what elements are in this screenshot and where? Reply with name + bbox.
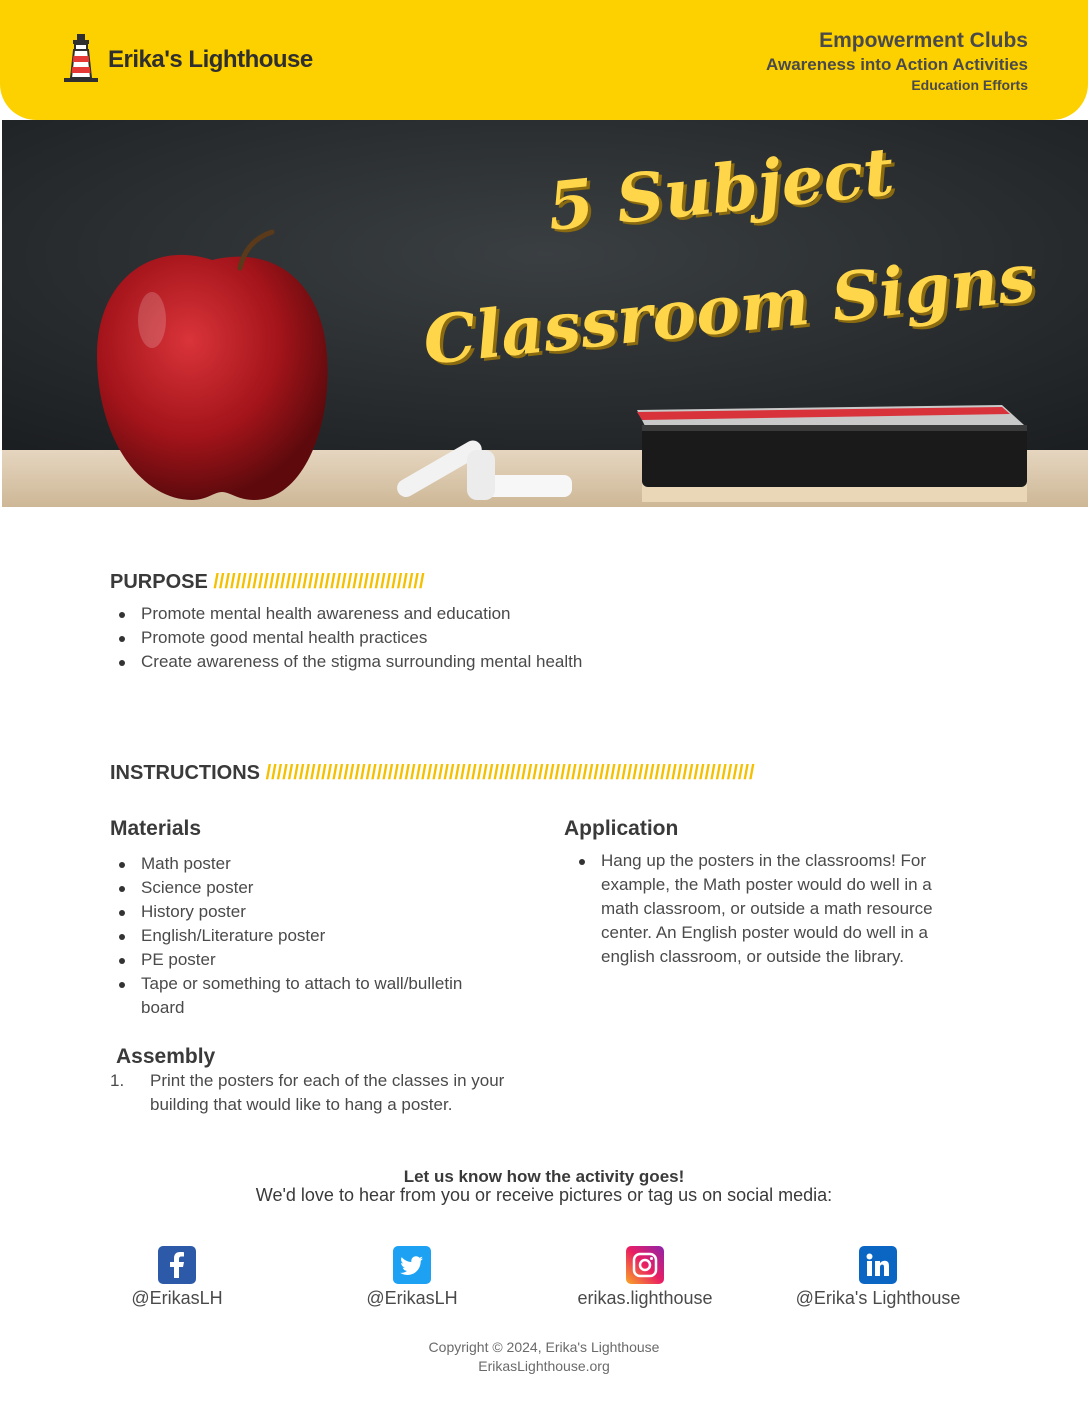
list-item: Promote mental health awareness and education xyxy=(110,602,710,626)
materials-list xyxy=(110,852,510,1020)
purpose-heading xyxy=(110,571,425,594)
eraser-icon xyxy=(637,405,1027,502)
instagram-handle[interactable]: erikas.lighthouse xyxy=(577,1288,713,1308)
application-heading: Application xyxy=(564,817,679,840)
linkedin-icon[interactable] xyxy=(859,1246,897,1284)
list-item: Math poster xyxy=(110,852,510,876)
purpose-title: PURPOSE xyxy=(110,571,208,593)
program-category: Education Efforts xyxy=(911,77,1028,93)
assembly-heading: Assembly xyxy=(116,1045,216,1068)
hero-image xyxy=(2,120,1088,507)
cta-text: We'd love to hear from you or receive pictures or tag us on social media: xyxy=(255,1185,833,1205)
instagram-icon[interactable] xyxy=(626,1246,664,1284)
brand-name: Erika's Lighthouse xyxy=(108,46,313,73)
website-link[interactable]: ErikasLighthouse.org xyxy=(478,1358,610,1374)
brand-logo[interactable] xyxy=(62,34,313,86)
twitter-icon[interactable] xyxy=(393,1246,431,1284)
social-facebook[interactable] xyxy=(77,1246,277,1309)
application-list xyxy=(570,849,970,969)
linkedin-handle[interactable]: @Erika's Lighthouse xyxy=(795,1288,961,1308)
copyright-text: Copyright © 2024, Erika's Lighthouse xyxy=(428,1339,660,1355)
list-item: Promote good mental health practices xyxy=(110,626,710,650)
hero-title-line2: Classroom Signs xyxy=(419,238,1039,380)
materials-heading: Materials xyxy=(110,817,202,840)
list-item: Science poster xyxy=(110,876,510,900)
instructions-heading xyxy=(110,762,755,785)
step-number: 1. xyxy=(110,1071,125,1090)
list-item: Hang up the posters in the classrooms! For example, the Math poster would do well in a math classroom, or outside a math resource center. An English poster would do well in a english classroom, or outside the library. xyxy=(570,849,970,969)
list-item: English/Literature poster xyxy=(110,924,510,948)
assembly-steps xyxy=(110,1069,530,1117)
program-subtitle: Awareness into Action Activities xyxy=(766,55,1028,74)
header-band xyxy=(0,0,1088,120)
header-titles xyxy=(766,28,1028,94)
purpose-list xyxy=(110,602,710,674)
instructions-slashes: //////////////////////////////////////////////////////////////////////////////////////// xyxy=(265,762,755,784)
twitter-handle[interactable]: @ErikasLH xyxy=(366,1288,458,1308)
social-instagram[interactable] xyxy=(545,1246,745,1309)
instructions-title: INSTRUCTIONS xyxy=(110,762,260,784)
social-twitter[interactable] xyxy=(312,1246,512,1309)
lighthouse-icon xyxy=(62,34,100,86)
social-linkedin[interactable] xyxy=(778,1246,978,1309)
hero-title-line1: 5 Subject xyxy=(543,132,898,246)
facebook-handle[interactable]: @ErikasLH xyxy=(131,1288,223,1308)
purpose-slashes: ////////////////////////////////////// xyxy=(213,571,425,593)
list-item: Tape or something to attach to wall/bulletin board xyxy=(110,972,510,1020)
program-title: Empowerment Clubs xyxy=(819,29,1028,52)
step-text: Print the posters for each of the classes in your building that would like to hang a poster. xyxy=(150,1071,505,1114)
list-item: Create awareness of the stigma surrounding mental health xyxy=(110,650,710,674)
cta-heading: Let us know how the activity goes! xyxy=(403,1167,685,1186)
assembly-step xyxy=(110,1069,530,1117)
list-item: History poster xyxy=(110,900,510,924)
list-item: PE poster xyxy=(110,948,510,972)
facebook-icon[interactable] xyxy=(158,1246,196,1284)
